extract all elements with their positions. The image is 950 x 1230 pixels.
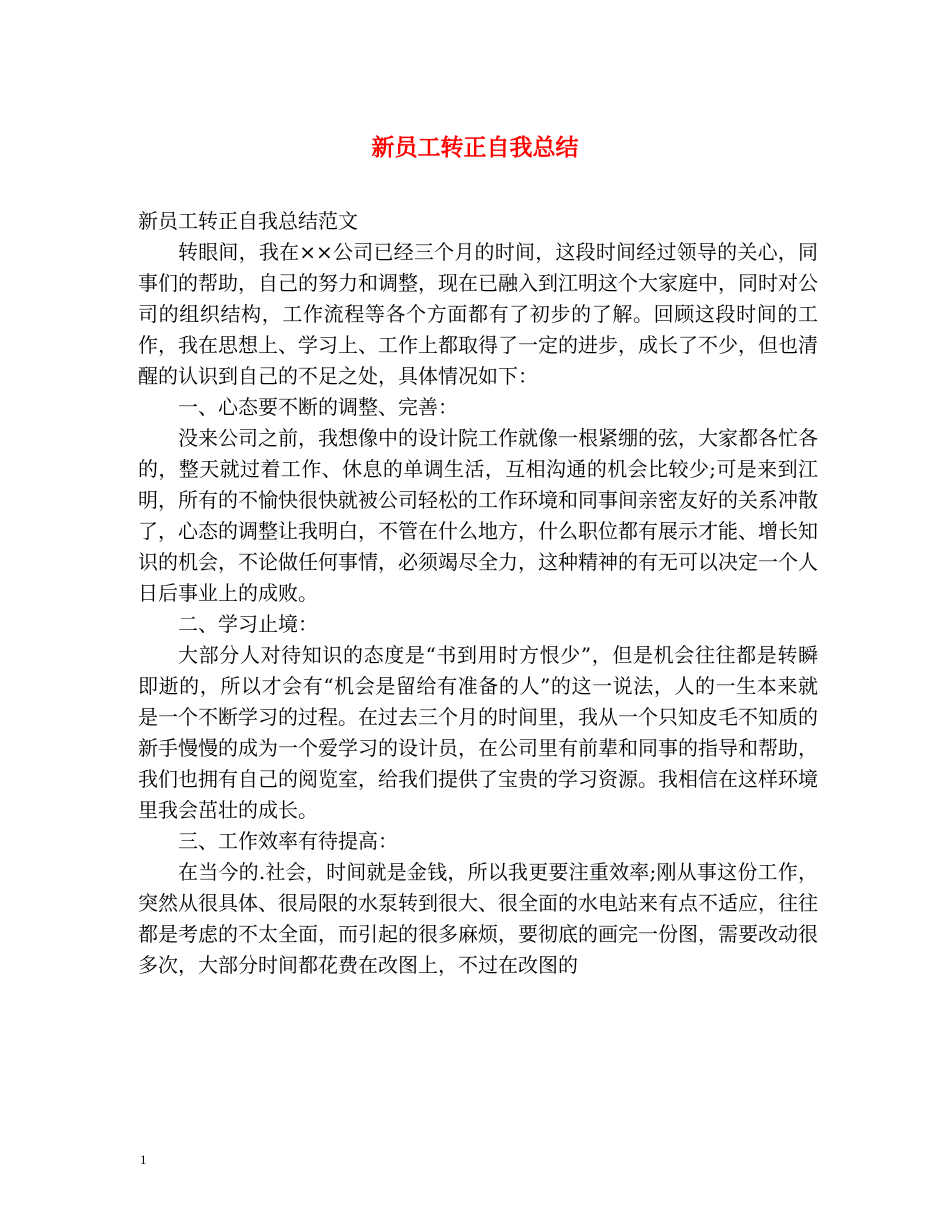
- page-number: 1: [140, 1152, 147, 1167]
- section-heading-1: 一、心态要不断的调整、完善：: [178, 395, 458, 419]
- document-title: 新员工转正自我总结: [371, 134, 579, 161]
- document-body: [138, 206, 818, 981]
- paragraph-heading: 新员工转正自我总结范文: [138, 209, 358, 233]
- paragraph-section-3: 在当今的.社会，时间就是金钱，所以我更要注重效率;刚从事这份工作，突然从很具体、很局限的水泵转到很大、很全面的水电站来有点不适应，往往都是考虑的不太全面，而引起的很多麻烦，要彻底的画完一份图，需要改动很多次，大部分时间都花费在改图上，不过在改图的: [138, 860, 818, 977]
- section-heading-2: 二、学习止境：: [178, 612, 318, 636]
- paragraph-intro: 转眼间，我在××公司已经三个月的时间，这段时间经过领导的关心，同事们的帮助，自己的努力和调整，现在已融入到江明这个大家庭中，同时对公司的组织结构，工作流程等各个方面都有了初步的了解。回顾这段时间的工作，我在思想上、学习上、工作上都取得了一定的进步，成长了不少，但也清醒的认识到自己的不足之处，具体情况如下：: [138, 240, 818, 388]
- paragraph-section-1: 没来公司之前，我想像中的设计院工作就像一根紧绷的弦，大家都各忙各的，整天就过着工作、休息的单调生活，互相沟通的机会比较少;可是来到江明，所有的不愉快很快就被公司轻松的工作环境和同事间亲密友好的关系冲散了，心态的调整让我明白，不管在什么地方，什么职位都有展示才能、增长知识的机会，不论做任何事情，必须竭尽全力，这种精神的有无可以决定一个人日后事业上的成败。: [138, 426, 818, 605]
- paragraph-section-2: 大部分人对待知识的态度是“书到用时方恨少”，但是机会往往都是转瞬即逝的，所以才会有“机会是留给有准备的人”的这一说法，人的一生本来就是一个不断学习的过程。在过去三个月的时间里，我从一个只知皮毛不知质的新手慢慢的成为一个爱学习的设计员，在公司里有前辈和同事的指导和帮助，我们也拥有自己的阅览室，给我们提供了宝贵的学习资源。我相信在这样环境里我会茁壮的成长。: [138, 643, 818, 822]
- section-heading-3: 三、工作效率有待提高：: [178, 829, 398, 853]
